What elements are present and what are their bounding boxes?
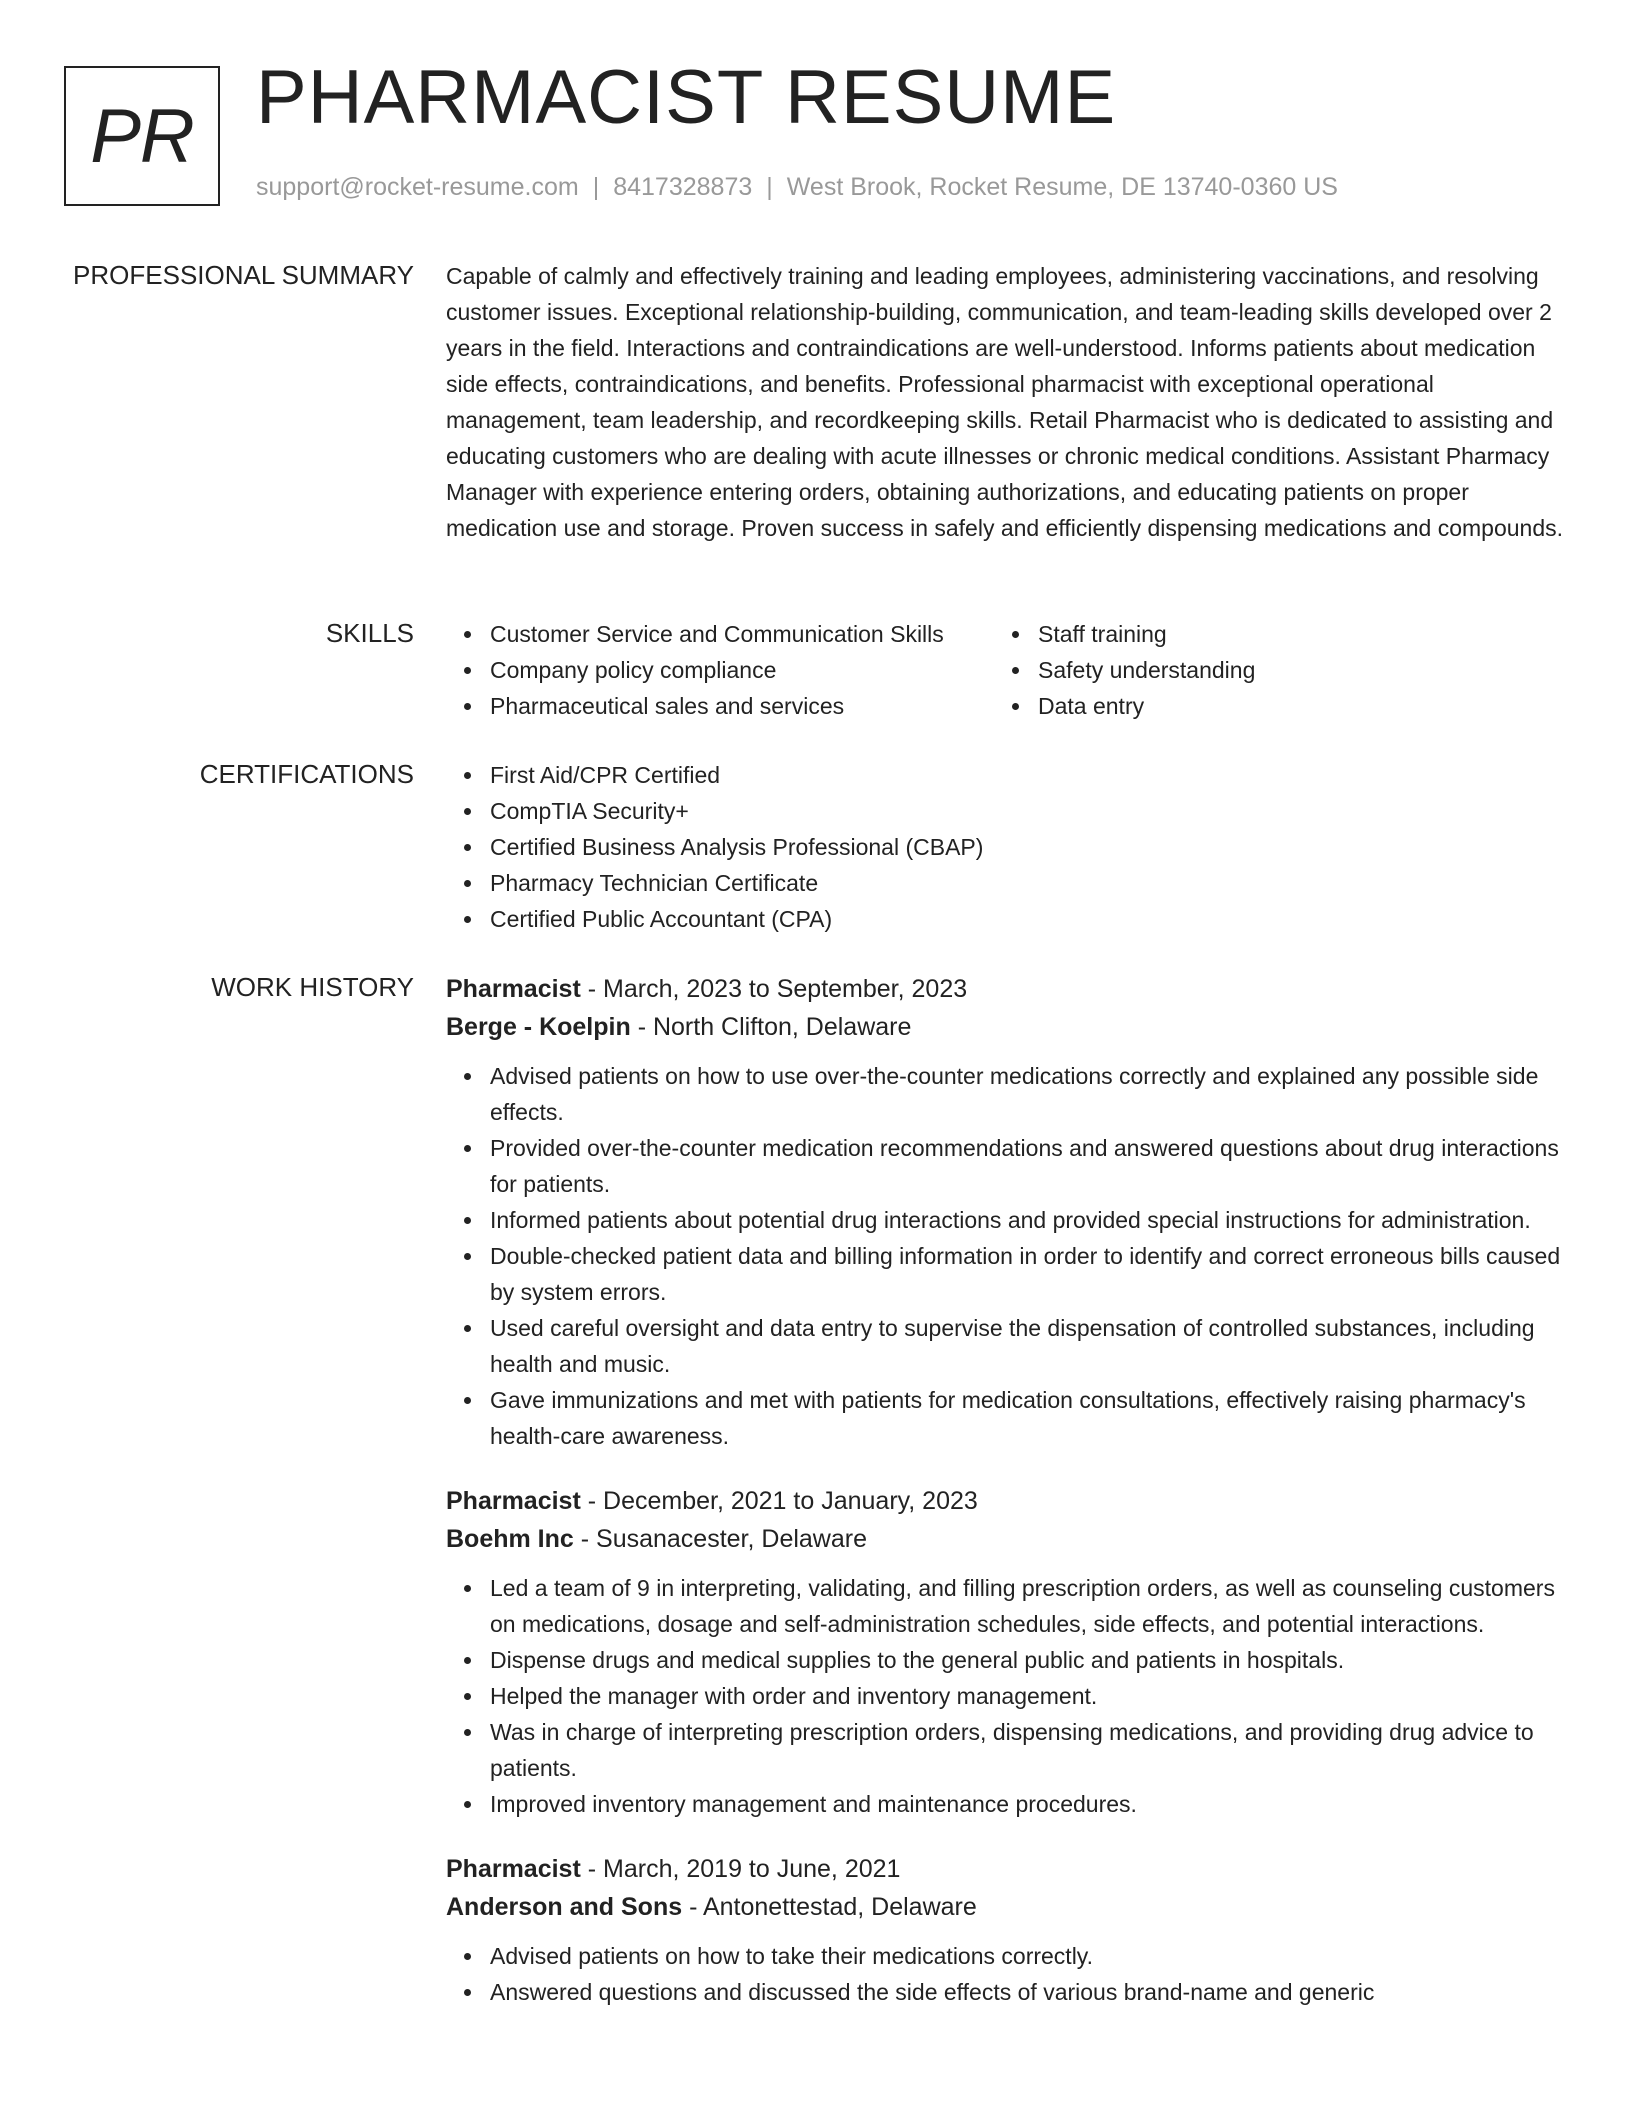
job-dates: - March, 2019 to June, 2021 [580,1855,901,1883]
contact-phone: 8417328873 [613,173,753,201]
certification-item: Certified Public Accountant (CPA) [446,901,1566,937]
work-history-body [446,970,1566,2038]
job-bullet: Double-checked patient data and billing information in order to identify and correct erroneous bills caused by system errors. [446,1238,1566,1310]
work-history-heading: WORK HISTORY [211,972,414,1002]
job-bullets [446,1058,1566,1454]
job-bullet: Provided over-the-counter medication recommendations and answered questions about drug interactions for patients. [446,1130,1566,1202]
job-entry [446,1482,1566,1822]
job-title-line [446,970,1566,1008]
summary-text: Capable of calmly and effectively training and leading employees, administering vaccinations, and resolving customer issues. Exceptional relationship-building, communication, and team-leading skills developed over 2 years in the field. Interactions and contraindications are well-understood. Informs patients about medication side effects, contraindications, and benefits. Professional pharmacist with exceptional operational management, team leadership, and recordkeeping skills. Retail Pharmacist who is dedicated to assisting and educating customers who are dealing with acute illnesses or chronic medical conditions. Assistant Pharmacy Manager with experience entering orders, obtaining authorizations, and educating patients on proper medication use and storage. Proven success in safely and efficiently dispensing medications and compounds. [446,263,1564,541]
monogram-text: PR [90,93,194,179]
contact-email: support@rocket-resume.com [256,173,579,201]
job-bullets [446,1570,1566,1822]
job-bullets [446,1938,1566,2010]
job-bullet: Informed patients about potential drug interactions and provided special instructions for administration. [446,1202,1566,1238]
certification-item: First Aid/CPR Certified [446,757,1566,793]
skills-heading: SKILLS [325,618,414,648]
contact-line [256,173,1338,202]
job-bullet: Dispense drugs and medical supplies to the general public and patients in hospitals. [446,1642,1566,1678]
skill-item: Pharmaceutical sales and services [446,688,994,724]
certifications-body [446,757,1566,937]
job-bullet: Advised patients on how to use over-the-counter medications correctly and explained any possible side effects. [446,1058,1566,1130]
summary-heading: PROFESSIONAL SUMMARY [73,260,414,290]
certification-item: Certified Business Analysis Professional (CBAP) [446,829,1566,865]
job-company: Berge - Koelpin [446,1013,631,1041]
skills-grid [446,616,1566,724]
job-location: - Antonettestad, Delaware [682,1893,977,1921]
job-title: Pharmacist [446,1487,581,1515]
contact-separator: | [766,173,773,201]
job-entry [446,1850,1566,2010]
job-company-line [446,1888,1566,1926]
monogram-logo [64,66,220,206]
job-bullet: Led a team of 9 in interpreting, validating, and filling prescription orders, as well as counseling customers on medications, dosage and self-administration schedules, side effects, and potential interactions. [446,1570,1566,1642]
job-location: - Susanacester, Delaware [573,1525,867,1553]
certification-item: Pharmacy Technician Certificate [446,865,1566,901]
contact-separator: | [592,173,600,201]
skill-item: Safety understanding [994,652,1255,688]
resume-title: PHARMACIST RESUME [256,55,1117,140]
job-bullet: Was in charge of interpreting prescription orders, dispensing medications, and providing drug advice to patients. [446,1714,1566,1786]
job-company: Boehm Inc [446,1525,574,1553]
job-company-line [446,1520,1566,1558]
skill-item: Customer Service and Communication Skills [446,616,994,652]
job-title-line [446,1482,1566,1520]
job-bullet: Answered questions and discussed the side effects of various brand-name and generic [446,1974,1566,2010]
job-dates: - December, 2021 to January, 2023 [580,1487,978,1515]
job-title-line [446,1850,1566,1888]
job-location: - North Clifton, Delaware [630,1013,912,1041]
certifications-list [446,757,1566,937]
job-entry [446,970,1566,1454]
summary-body [446,258,1566,546]
skill-item: Company policy compliance [446,652,994,688]
contact-address: West Brook, Rocket Resume, DE 13740-0360 US [786,173,1338,201]
job-bullet: Advised patients on how to take their medications correctly. [446,1938,1566,1974]
job-bullet: Improved inventory management and maintenance procedures. [446,1786,1566,1822]
job-company-line [446,1008,1566,1046]
job-bullet: Helped the manager with order and inventory management. [446,1678,1566,1714]
job-bullet: Used careful oversight and data entry to supervise the dispensation of controlled substances, including health and music. [446,1310,1566,1382]
job-title: Pharmacist [446,975,581,1003]
job-company: Anderson and Sons [446,1893,683,1921]
job-title: Pharmacist [446,1855,581,1883]
certifications-heading: CERTIFICATIONS [199,759,414,789]
skill-item: Staff training [994,616,1255,652]
job-dates: - March, 2023 to September, 2023 [580,975,968,1003]
job-bullet: Gave immunizations and met with patients for medication consultations, effectively raising pharmacy's health-care awareness. [446,1382,1566,1454]
certification-item: CompTIA Security+ [446,793,1566,829]
skills-column-1 [446,616,994,724]
skill-item: Data entry [994,688,1255,724]
skills-column-2 [994,616,1255,724]
